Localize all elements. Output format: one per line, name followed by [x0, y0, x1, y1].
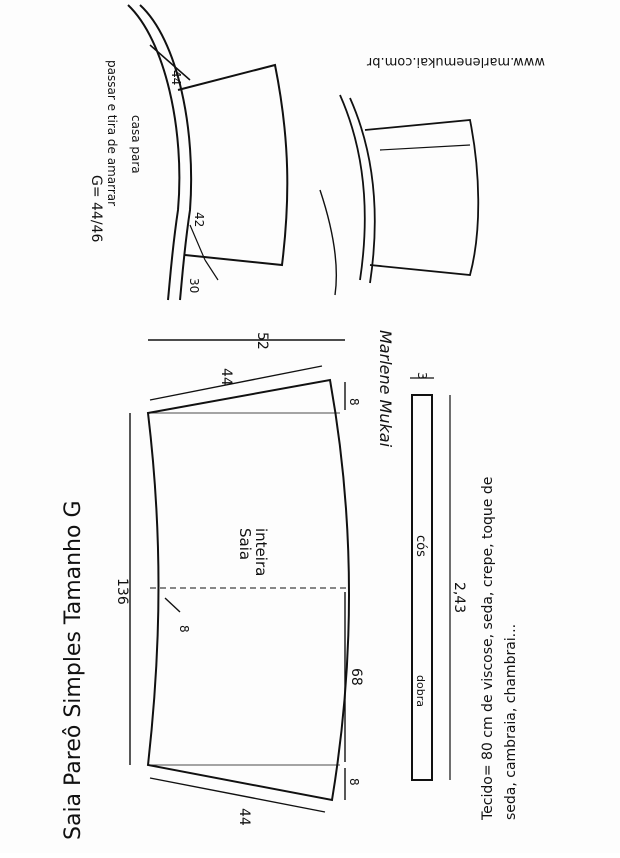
signature: Marlene Mukai [376, 330, 395, 448]
website-label: www.marlenemukai.com.br [366, 54, 545, 69]
fabric-note-line2: seda, cambraia, chambrai... [503, 623, 519, 820]
bottom-slant-label: 44 [236, 808, 252, 826]
belt-hole-label: casa para [129, 115, 143, 174]
waist-curve-inner [140, 5, 191, 300]
size-note: G= 44/46 [88, 175, 104, 243]
side-30-label: 30 [187, 278, 201, 294]
mid-value-label: 68 [348, 668, 364, 686]
height-label: 136 [114, 578, 130, 605]
fold-label: dobra [414, 675, 427, 707]
main-skirt-piece [148, 380, 350, 800]
skirt-outline [148, 380, 349, 800]
waistband-rect [412, 395, 432, 780]
waistband-piece [410, 378, 450, 780]
waist-curve-diagram [128, 5, 287, 300]
inner-mark-label: 8 [177, 625, 191, 633]
piece-label-2: inteira [252, 528, 270, 577]
offset-bottom-label: 8 [347, 778, 361, 786]
offset-top-label: 8 [347, 398, 361, 406]
piece-label-1: Saia [236, 528, 254, 561]
waistband-width-label: 3 [415, 372, 429, 380]
top-slant-label: 44 [218, 368, 234, 386]
waistband-length-label: 2,43 [451, 582, 467, 614]
side-42-label: 42 [192, 212, 206, 228]
dim-bottom-slant [150, 778, 325, 812]
skirt-sketch [320, 95, 478, 295]
pass-tie-label: passar e tira de amarrar [105, 60, 119, 207]
fabric-note-line1: Tecido= 80 cm de viscose, seda, crepe, toque de [480, 476, 496, 820]
dim-top-slant [150, 366, 322, 400]
top-width-label: 52 [254, 332, 270, 350]
sketch-waist [340, 95, 365, 280]
waistband-label: cós [413, 535, 428, 557]
strip-width-label: 44 [169, 70, 183, 86]
page-title: Saia Pareô Simples Tamanho G [61, 500, 86, 840]
